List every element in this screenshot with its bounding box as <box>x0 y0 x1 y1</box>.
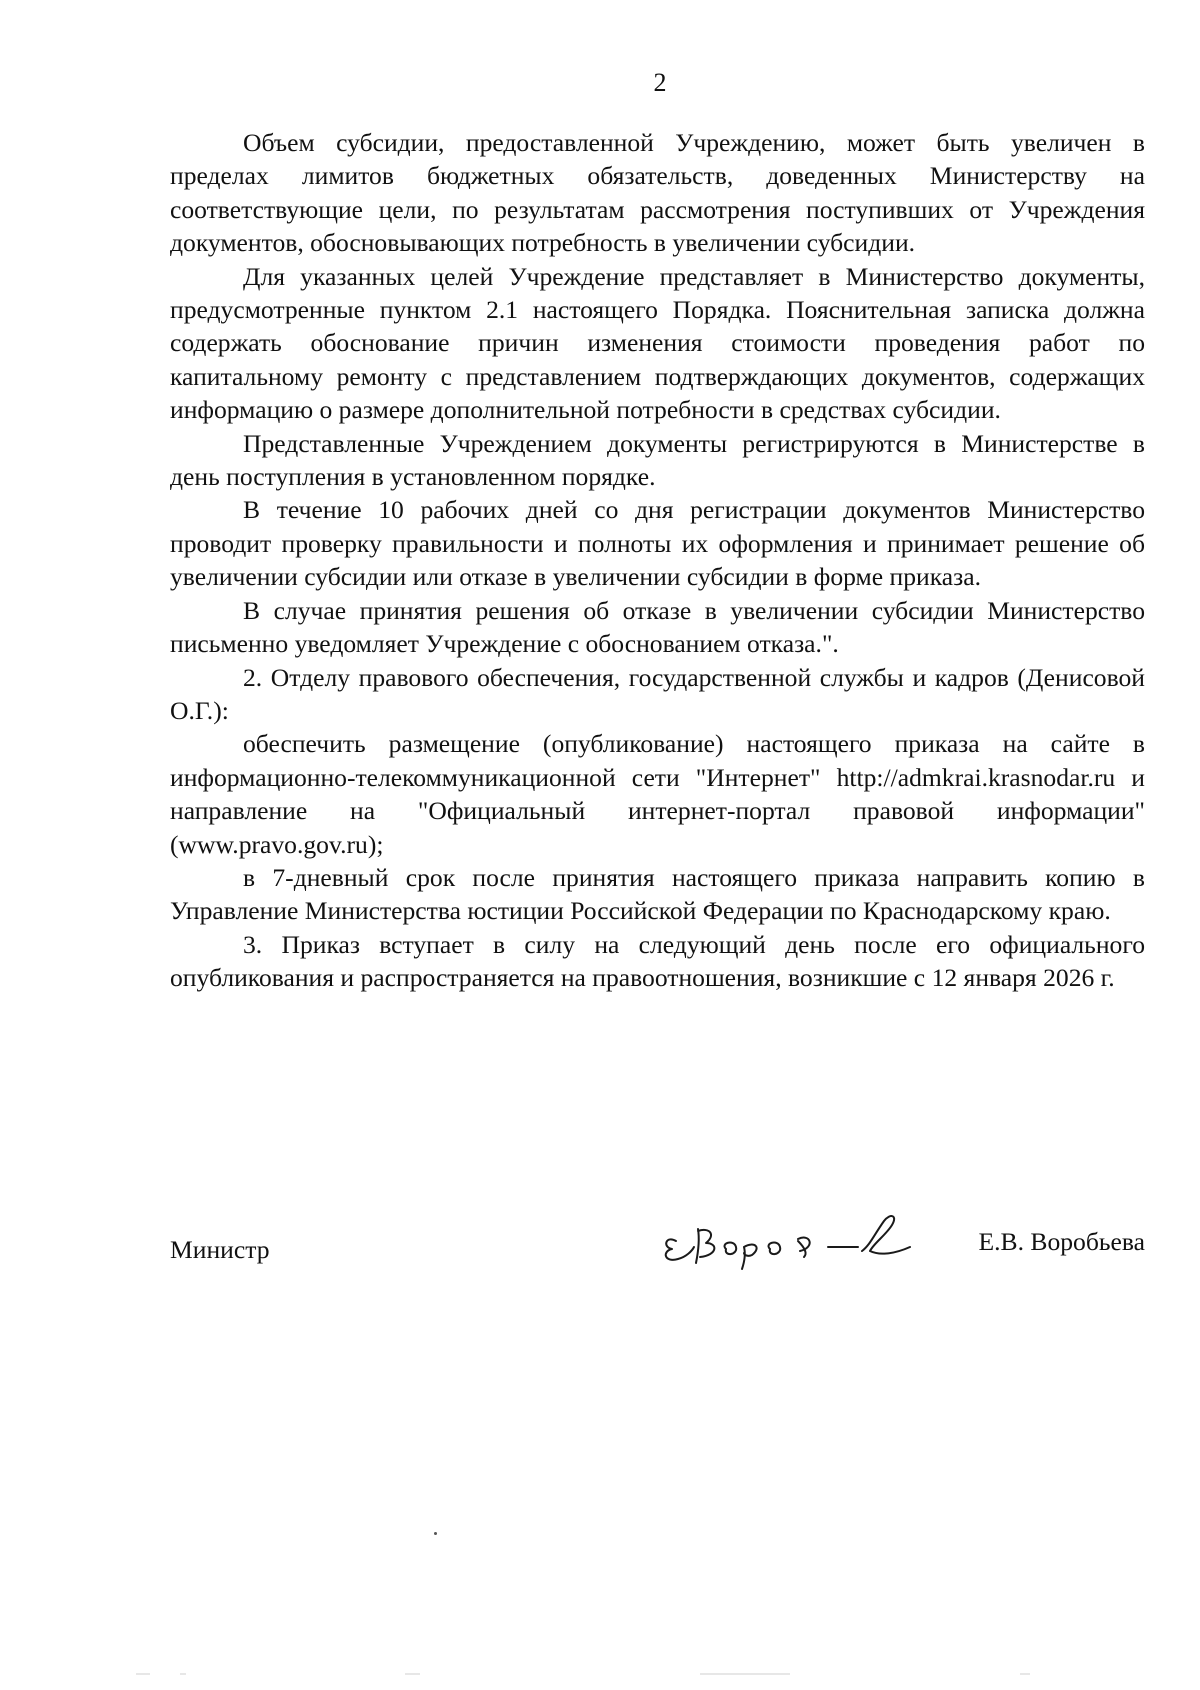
signatory-name: Е.В. Воробьева <box>978 1227 1145 1256</box>
page-number: 2 <box>653 68 667 97</box>
paragraph-item-3-entry-into-force: 3. Приказ вступает в силу на следующий день после его официального опубликования и распространяется на правоотношения, возникшие с 12 января 2026 г. <box>170 929 1145 993</box>
paragraph-subsidy-increase: Объем субсидии, предоставленной Учреждению, может быть увеличен в пределах лимитов бюджетных обязательств, доведенных Министерству на соответствующие цели, по результатам рассмотрения поступивших от Учреждения документов, обосновывающих потребность в увеличении субсидии. <box>170 128 1145 258</box>
paragraph-item-2: 2. Отделу правового обеспечения, государственной службы и кадров (Денисовой О.Г.): <box>170 662 1145 725</box>
signatory-title: Министр <box>170 1235 270 1264</box>
paragraph-publication: обеспечить размещение (опубликование) настоящего приказа на сайте в информационно-телекоммуникационной сети "Интернет" http://admkrai.krasnodar.ru и направление на "Официальный интернет-портал правовой информации" (www.pravo.gov.ru); <box>170 729 1145 859</box>
scan-speck <box>434 1532 437 1535</box>
paragraph-review-period: В течение 10 рабочих дней со дня регистрации документов Министерство проводит проверку правильности и полноты их оформления и принимает решение об увеличении субсидии или отказе в увеличении субсидии в форме приказа. <box>170 495 1145 592</box>
scan-edge-marks <box>0 1664 1200 1684</box>
paragraph-documents-submission: Для указанных целей Учреждение представляет в Министерство документы, предусмотренные пунктом 2.1 настоящего Порядка. Пояснительная записка должна содержать обоснование причин изменения стоимости проведения работ по капитальному ремонту с представлением подтверждающих документов, содержащих информацию о размере дополнительной потребности в средствах субсидии. <box>170 261 1145 425</box>
signature-block <box>170 1227 1145 1305</box>
handwritten-signature <box>648 1207 938 1271</box>
document-body <box>170 126 1145 995</box>
paragraph-registration: Представленные Учреждением документы регистрируются в Министерстве в день поступления в установленном порядке. <box>170 428 1145 492</box>
paragraph-refusal-notice: В случае принятия решения об отказе в увеличении субсидии Министерство письменно уведомляет Учреждение с обоснованием отказа.". <box>170 595 1145 659</box>
paragraph-copy-to-ministry-of-justice: в 7-дневный срок после принятия настоящего приказа направить копию в Управление Министерства юстиции Российской Федерации по Краснодарскому краю. <box>170 862 1145 926</box>
